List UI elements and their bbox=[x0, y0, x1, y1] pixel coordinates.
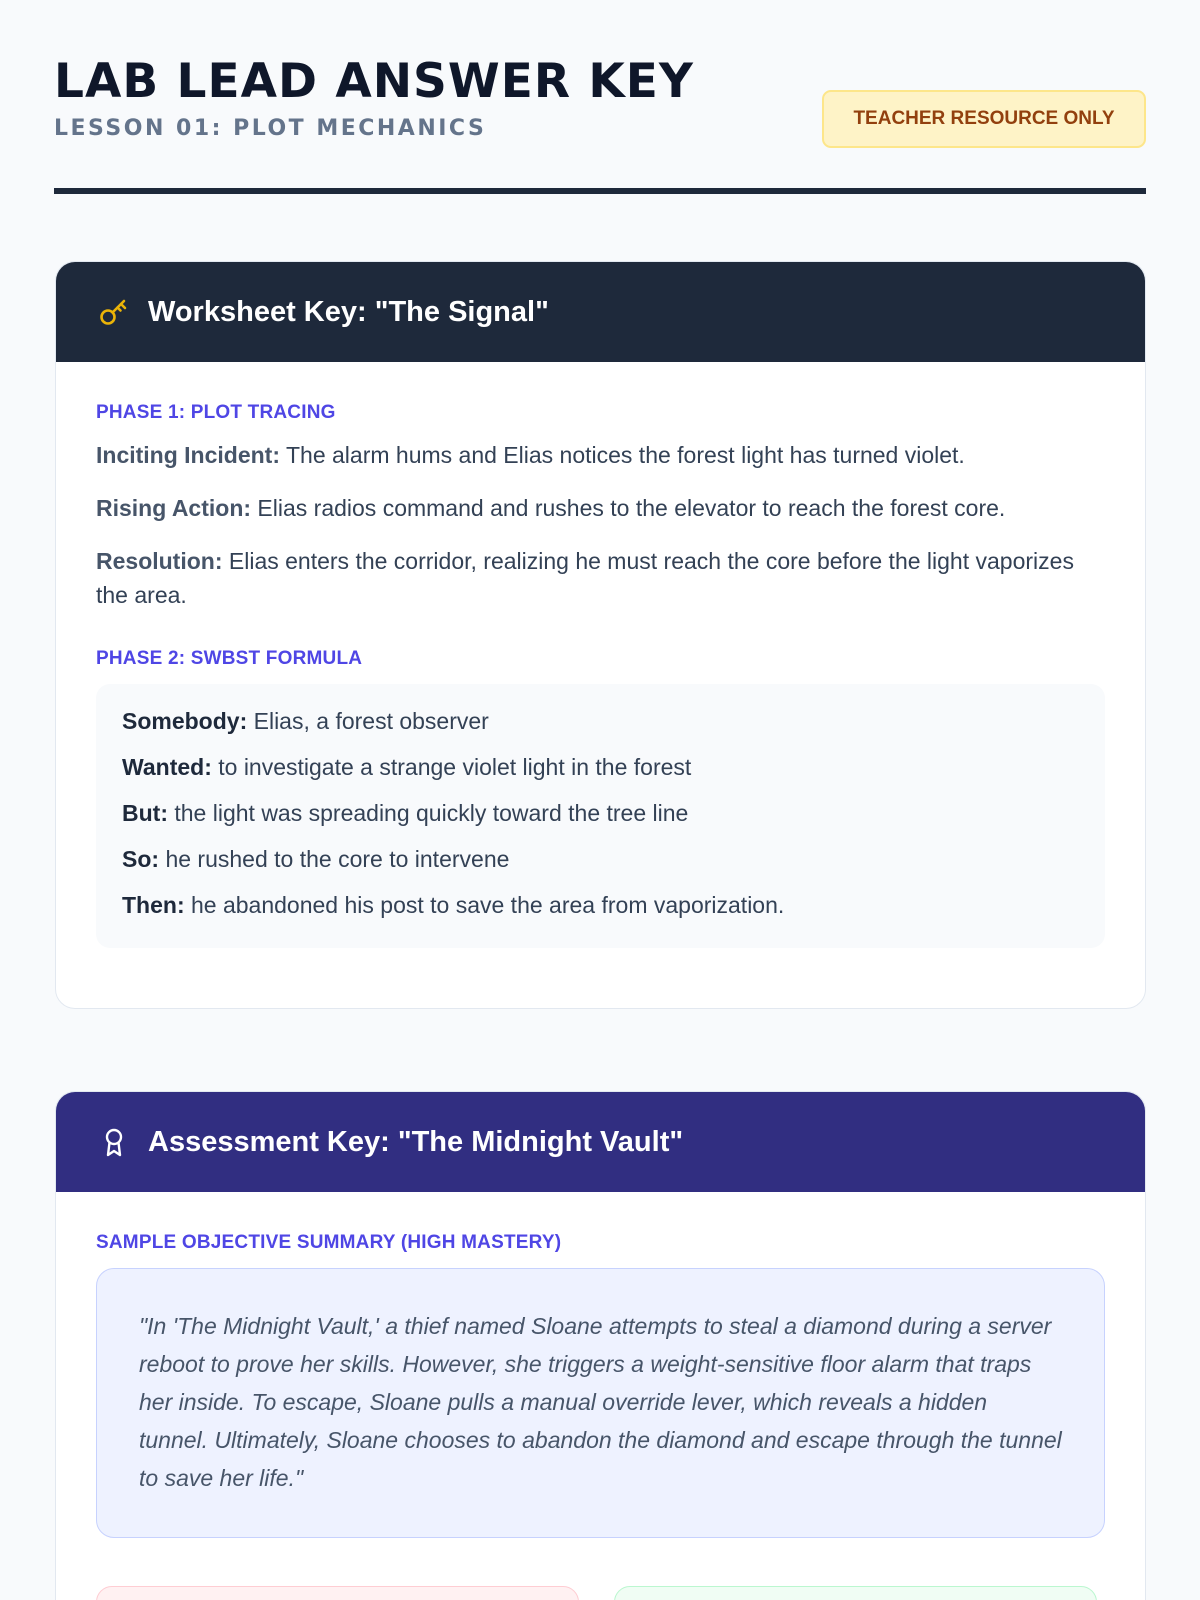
page-title: LAB LEAD ANSWER KEY bbox=[54, 54, 694, 109]
page-subtitle: LESSON 01: PLOT MECHANICS bbox=[54, 116, 487, 141]
phase-1-label: PHASE 1: PLOT TRACING bbox=[96, 402, 336, 423]
award-icon bbox=[97, 1125, 131, 1159]
rubric-box-right bbox=[614, 1586, 1097, 1600]
assessment-key-card bbox=[55, 1091, 1146, 1600]
assessment-key-header bbox=[56, 1092, 1145, 1192]
swbst-then bbox=[122, 890, 1079, 920]
plot-point-label: Resolution: bbox=[96, 548, 223, 574]
worksheet-key-header bbox=[56, 262, 1145, 362]
swbst-label: Wanted: bbox=[122, 754, 212, 780]
swbst-text: to investigate a strange violet light in the forest bbox=[211, 754, 692, 780]
plot-point-resolution bbox=[96, 544, 1105, 612]
plot-point-rising-action bbox=[96, 491, 1105, 525]
swbst-but bbox=[122, 798, 1079, 828]
swbst-somebody bbox=[122, 706, 1079, 736]
rubric-box-left bbox=[96, 1586, 579, 1600]
plot-point-label: Rising Action: bbox=[96, 495, 252, 521]
worksheet-key-card bbox=[55, 261, 1146, 1009]
assessment-key-title: Assessment Key: "The Midnight Vault" bbox=[148, 1125, 684, 1158]
swbst-wanted bbox=[122, 752, 1079, 782]
plot-point-text: Elias radios command and rushes to the elevator to reach the forest core. bbox=[251, 495, 1006, 521]
swbst-text: he rushed to the core to intervene bbox=[159, 846, 510, 872]
key-icon bbox=[97, 295, 131, 329]
plot-point-inciting-incident bbox=[96, 438, 1105, 472]
swbst-so bbox=[122, 844, 1079, 874]
swbst-text: he abandoned his post to save the area from vaporization. bbox=[184, 892, 785, 918]
swbst-label: Then: bbox=[122, 892, 185, 918]
swbst-text: Elias, a forest observer bbox=[247, 708, 489, 734]
phase-2-label: PHASE 2: SWBST FORMULA bbox=[96, 648, 363, 669]
plot-point-text: Elias enters the corridor, realizing he must reach the core before the light vaporizes the area. bbox=[96, 548, 1074, 608]
swbst-label: So: bbox=[122, 846, 160, 872]
plot-point-text: The alarm hums and Elias notices the forest light has turned violet. bbox=[280, 442, 965, 468]
swbst-label: But: bbox=[122, 800, 168, 826]
swbst-box bbox=[96, 684, 1105, 948]
teacher-resource-badge: TEACHER RESOURCE ONLY bbox=[822, 90, 1146, 148]
worksheet-key-title: Worksheet Key: "The Signal" bbox=[148, 295, 549, 328]
sample-summary-box bbox=[96, 1268, 1105, 1538]
summary-label: SAMPLE OBJECTIVE SUMMARY (HIGH MASTERY) bbox=[96, 1232, 562, 1253]
plot-point-label: Inciting Incident: bbox=[96, 442, 280, 468]
page-header bbox=[54, 0, 1146, 194]
swbst-text: the light was spreading quickly toward the tree line bbox=[167, 800, 689, 826]
sample-summary-text: "In 'The Midnight Vault,' a thief named Sloane attempts to steal a diamond during a server reboot to prove her skills. However, she triggers a weight-sensitive floor alarm that traps her inside. To escape, Sloane pulls a manual override lever, which reveals a hidden tunnel. Ultimately, Sloane chooses to abandon the diamond and escape through the tunnel to save her life." bbox=[139, 1313, 1062, 1491]
swbst-label: Somebody: bbox=[122, 708, 248, 734]
